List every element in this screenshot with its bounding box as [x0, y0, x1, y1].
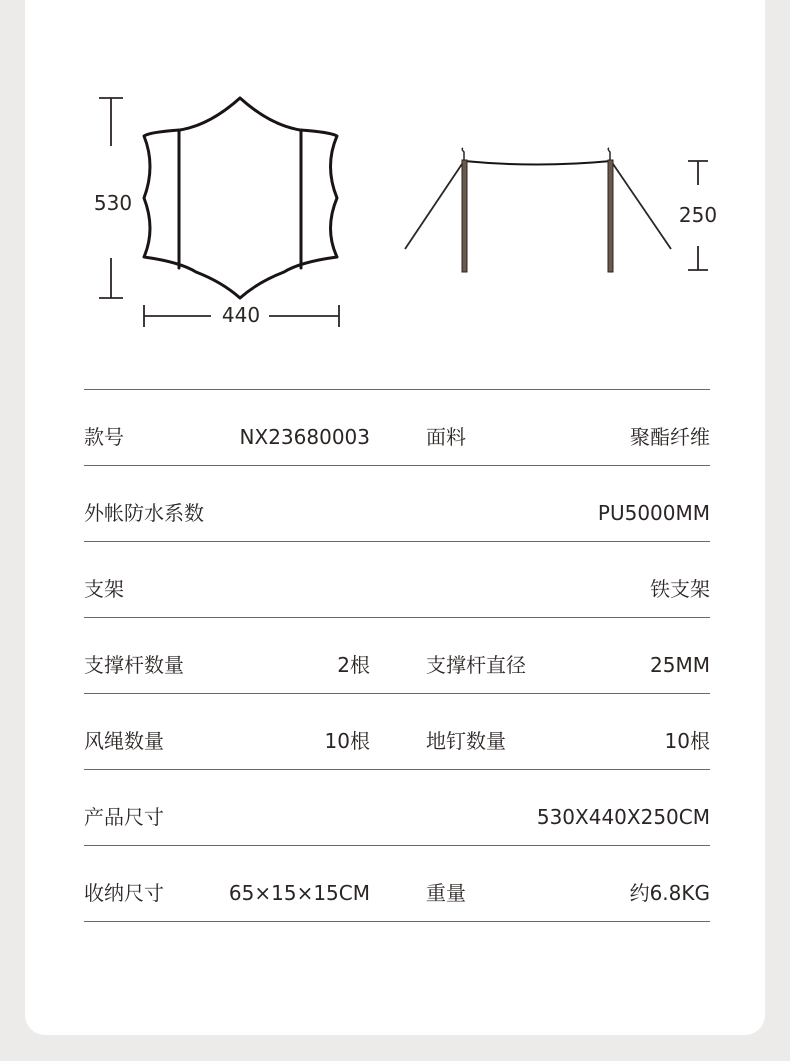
spec-table — [84, 389, 710, 922]
spec-label: 外帐防水系数 — [84, 501, 204, 525]
spec-row — [84, 618, 710, 694]
spec-value: 聚酯纤维 — [630, 425, 710, 449]
spec-label: 款号 — [84, 425, 124, 449]
spec-value: 10根 — [664, 729, 710, 753]
pole-height-label: 250 — [678, 203, 718, 227]
guy-rope-right — [611, 161, 671, 249]
spec-value: 65×15×15CM — [228, 881, 370, 905]
spec-label: 面料 — [426, 425, 466, 449]
spec-value: 约6.8KG — [629, 881, 710, 905]
spec-row — [84, 846, 710, 922]
spec-value: NX23680003 — [239, 425, 370, 449]
spec-value: 2根 — [337, 653, 370, 677]
spec-value: 530X440X250CM — [536, 805, 710, 829]
dimension-diagram — [0, 0, 790, 360]
spec-value: 25MM — [650, 653, 710, 677]
spec-value: 10根 — [324, 729, 370, 753]
pole-right — [608, 160, 613, 272]
pole-left — [462, 160, 467, 272]
guy-rope-left — [405, 161, 464, 249]
spec-label: 支撑杆直径 — [426, 653, 526, 677]
spec-value: 铁支架 — [650, 577, 710, 601]
spec-label: 产品尺寸 — [84, 805, 164, 829]
spec-label: 支撑杆数量 — [84, 653, 184, 677]
spec-label: 地钉数量 — [426, 729, 506, 753]
spec-label: 重量 — [426, 881, 466, 905]
tarp-side-view — [405, 148, 671, 272]
spec-value: PU5000MM — [597, 501, 710, 525]
height-label: 530 — [93, 191, 133, 215]
pole-tip-left — [462, 148, 464, 160]
spec-label: 风绳数量 — [84, 729, 164, 753]
spec-row — [84, 694, 710, 770]
tarp-top-view — [144, 98, 337, 298]
spec-row — [84, 542, 710, 618]
tarp-ridge-line — [464, 161, 611, 165]
spec-label: 支架 — [84, 577, 124, 601]
spec-row — [84, 770, 710, 846]
spec-label: 收纳尺寸 — [84, 881, 164, 905]
spec-row — [84, 466, 710, 542]
spec-row — [84, 390, 710, 466]
width-label: 440 — [221, 303, 261, 327]
tarp-top-outline — [144, 98, 337, 298]
pole-tip-right — [608, 148, 610, 160]
